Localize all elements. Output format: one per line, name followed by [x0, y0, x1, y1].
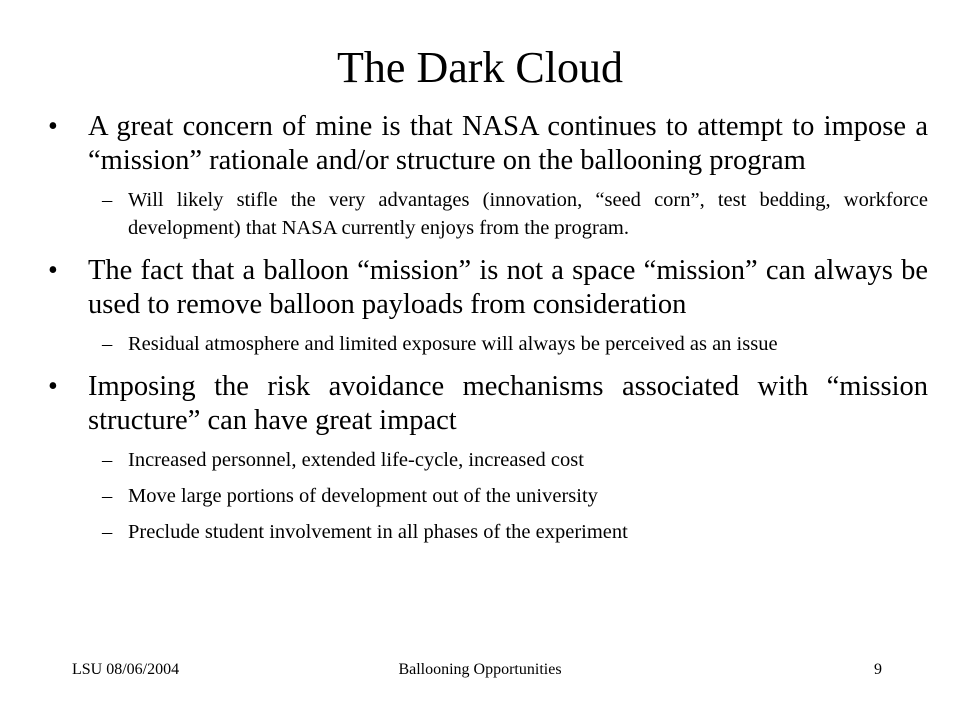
footer-date: LSU 08/06/2004: [72, 661, 180, 678]
dash-icon: –: [102, 449, 113, 471]
footer-title: Ballooning Opportunities: [398, 661, 562, 678]
sub-bullet-text: Move large portions of development out of the university: [128, 485, 598, 507]
dash-icon: –: [102, 521, 113, 543]
sub-bullet-item: [48, 518, 928, 546]
bullet-item: [48, 370, 928, 438]
dash-icon: –: [102, 485, 113, 507]
sub-bullet-text: Increased personnel, extended life-cycle, increased cost: [128, 449, 584, 471]
bullet-text: Imposing the risk avoidance mechanisms associated with “mission structure” can have great impact: [88, 371, 928, 436]
sub-bullet-item: [48, 186, 928, 242]
bullet-item: [48, 110, 928, 178]
sub-bullet-text: Residual atmosphere and limited exposure will always be perceived as an issue: [128, 333, 778, 355]
slide-title: The Dark Cloud: [337, 43, 623, 92]
sub-bullet-text: Will likely stifle the very advantages (innovation, “seed corn”, test bedding, workforce development) that NASA currently enjoys from the program.: [128, 189, 928, 239]
sub-bullet-item: [48, 482, 928, 510]
bullet-icon: •: [48, 371, 58, 402]
bullet-icon: •: [48, 255, 58, 286]
dash-icon: –: [102, 189, 113, 211]
sub-bullet-text: Preclude student involvement in all phases of the experiment: [128, 521, 628, 543]
bullet-item: [48, 254, 928, 322]
bullet-icon: •: [48, 111, 58, 142]
dash-icon: –: [102, 333, 113, 355]
slide-body: [48, 110, 928, 546]
bullet-text: The fact that a balloon “mission” is not a space “mission” can always be used to remove balloon payloads from consideration: [88, 255, 928, 320]
sub-bullet-item: [48, 330, 928, 358]
sub-bullet-item: [48, 446, 928, 474]
bullet-text: A great concern of mine is that NASA continues to attempt to impose a “mission” rationale and/or structure on the ballooning program: [88, 111, 928, 176]
page-number: 9: [874, 661, 882, 678]
